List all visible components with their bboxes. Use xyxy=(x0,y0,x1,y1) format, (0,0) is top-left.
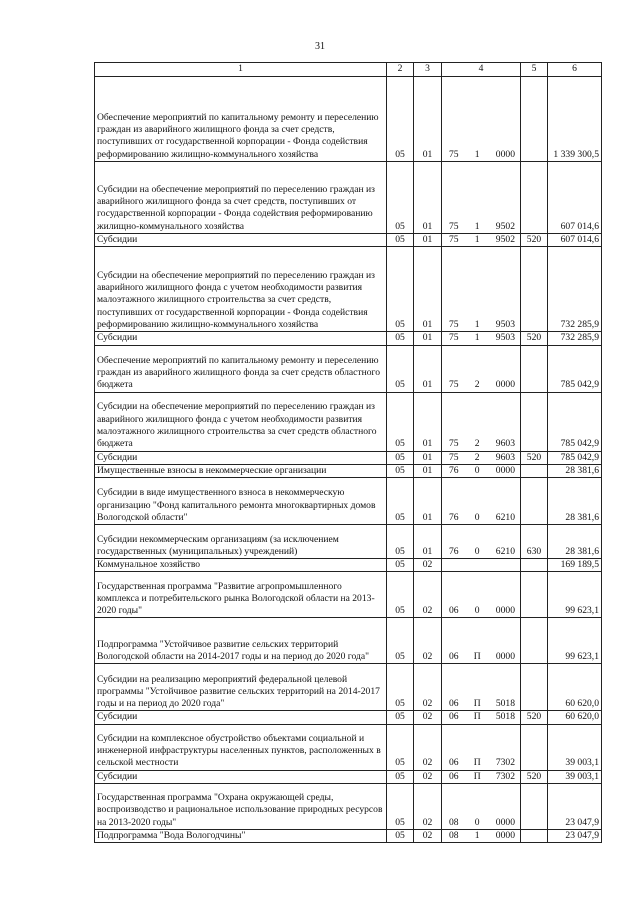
table-row xyxy=(95,162,602,234)
row-section: 05 xyxy=(387,392,414,451)
row-section: 05 xyxy=(387,525,414,559)
row-section: 05 xyxy=(387,77,414,162)
target-code-direction: 9503 xyxy=(495,319,515,330)
row-amount: 23 047,9 xyxy=(548,830,602,843)
row-amount: 785 042,9 xyxy=(548,345,602,392)
row-amount: 39 003,1 xyxy=(548,724,602,770)
row-section: 05 xyxy=(387,830,414,843)
target-code-program: 75 xyxy=(449,438,459,450)
table-row xyxy=(95,830,602,843)
row-name: Государственная программа "Охрана окружающей среды, воспроизводство и рациональное использование природных ресурсов на 2013-2020 годы" xyxy=(95,784,387,830)
header-col-4: 4 xyxy=(442,63,521,77)
row-subsection: 01 xyxy=(414,451,442,464)
row-target-code xyxy=(442,451,521,464)
row-name: Обеспечение мероприятий по капитальному ремонту и переселению граждан из аварийного жилищного фонда за счет средств областного бюджета xyxy=(95,345,387,392)
row-subsection: 02 xyxy=(414,724,442,770)
target-code-program: 76 xyxy=(449,464,459,476)
row-amount: 39 003,1 xyxy=(548,770,602,783)
row-expense-type xyxy=(521,559,548,572)
row-amount: 28 381,6 xyxy=(548,478,602,525)
row-target-code xyxy=(442,392,521,451)
row-subsection: 01 xyxy=(414,162,442,234)
table-row xyxy=(95,724,602,770)
row-target-code xyxy=(442,478,521,525)
row-expense-type: 520 xyxy=(521,332,548,345)
row-subsection: 01 xyxy=(414,464,442,477)
row-subsection: 02 xyxy=(414,770,442,783)
row-section: 05 xyxy=(387,234,414,247)
row-name: Субсидии xyxy=(95,711,387,724)
row-subsection: 01 xyxy=(414,345,442,392)
row-target-code xyxy=(442,332,521,345)
row-expense-type xyxy=(521,784,548,830)
table-body xyxy=(95,77,602,843)
row-section: 05 xyxy=(387,664,414,711)
row-subsection: 01 xyxy=(414,332,442,345)
row-name: Субсидии на обеспечение мероприятий по переселению граждан из аварийного жилищного фонда с учетом необходимости развития малоэтажного жилищного строительства за счет средств, поступивших от государственной корпорации - Фонда содействия реформированию жилищно-коммунального хозяйства xyxy=(95,247,387,332)
target-code-subprogram: 0 xyxy=(474,605,480,617)
row-name: Государственная программа "Развитие агропромышленного комплекса и потребительского рынка Вологодской области на 2013-2020 годы" xyxy=(95,572,387,618)
row-amount: 785 042,9 xyxy=(548,392,602,451)
header-col-6: 6 xyxy=(548,63,602,77)
row-amount: 28 381,6 xyxy=(548,464,602,477)
row-target-code xyxy=(442,784,521,830)
row-target-code xyxy=(442,711,521,724)
row-section: 05 xyxy=(387,247,414,332)
target-code-subprogram: 1 xyxy=(474,234,480,245)
header-col-1: 1 xyxy=(95,63,387,77)
target-code-direction: 9603 xyxy=(495,438,515,450)
row-target-code xyxy=(442,724,521,770)
row-name: Субсидии на обеспечение мероприятий по переселению граждан из аварийного жилищного фонда за счет средств, поступивших от государственной корпорации - Фонда содействия реформированию жилищно-коммунального хозяйства xyxy=(95,162,387,234)
row-name: Субсидии на комплексное обустройство объектами социальной и инженерной инфраструктуры населенных пунктов, расположенных в сельской местности xyxy=(95,724,387,770)
row-section: 05 xyxy=(387,332,414,345)
target-code-direction: 7302 xyxy=(495,770,515,782)
target-code-program: 08 xyxy=(449,830,459,842)
row-name: Имущественные взносы в некоммерческие организации xyxy=(95,464,387,477)
target-code-subprogram: 1 xyxy=(474,830,480,842)
row-expense-type xyxy=(521,618,548,664)
target-code-program: 76 xyxy=(449,511,459,523)
target-code-direction: 6210 xyxy=(495,511,515,523)
target-code-program: 76 xyxy=(449,545,459,557)
target-code-program: 06 xyxy=(449,698,459,710)
table-row xyxy=(95,711,602,724)
row-subsection: 01 xyxy=(414,234,442,247)
row-amount: 99 623,1 xyxy=(548,572,602,618)
row-target-code xyxy=(442,830,521,843)
row-amount: 28 381,6 xyxy=(548,525,602,559)
row-expense-type xyxy=(521,392,548,451)
target-code-direction: 9503 xyxy=(495,332,515,344)
target-code-direction: 9502 xyxy=(495,234,515,245)
table-row xyxy=(95,234,602,247)
table-row xyxy=(95,392,602,451)
target-code-direction: 7302 xyxy=(495,757,515,769)
header-col-3: 3 xyxy=(414,63,442,77)
table-row xyxy=(95,478,602,525)
table-row xyxy=(95,770,602,783)
row-target-code xyxy=(442,664,521,711)
target-code-program: 75 xyxy=(449,319,459,330)
target-code-subprogram: 1 xyxy=(474,319,480,330)
header-col-2: 2 xyxy=(387,63,414,77)
row-amount: 785 042,9 xyxy=(548,451,602,464)
row-name: Субсидии xyxy=(95,451,387,464)
table-row xyxy=(95,618,602,664)
target-code-direction: 5018 xyxy=(495,711,515,723)
row-subsection: 01 xyxy=(414,77,442,162)
row-subsection: 01 xyxy=(414,247,442,332)
target-code-subprogram: 2 xyxy=(474,451,480,463)
target-code-direction: 9603 xyxy=(495,451,515,463)
row-subsection: 01 xyxy=(414,478,442,525)
row-name: Субсидии некоммерческим организациям (за исключением государственных (муниципальных) учреждений) xyxy=(95,525,387,559)
target-code-program: 06 xyxy=(449,711,459,723)
target-code-subprogram: П xyxy=(473,651,481,663)
row-target-code xyxy=(442,345,521,392)
row-expense-type xyxy=(521,478,548,525)
row-section: 05 xyxy=(387,711,414,724)
target-code-subprogram: 2 xyxy=(474,438,480,450)
table-row xyxy=(95,664,602,711)
row-subsection: 02 xyxy=(414,784,442,830)
row-target-code xyxy=(442,618,521,664)
row-subsection: 02 xyxy=(414,618,442,664)
row-section: 05 xyxy=(387,464,414,477)
row-amount: 607 014,6 xyxy=(548,162,602,234)
target-code-program: 06 xyxy=(449,605,459,617)
row-amount: 23 047,9 xyxy=(548,784,602,830)
row-target-code xyxy=(442,572,521,618)
table-row xyxy=(95,451,602,464)
target-code-direction: 0000 xyxy=(495,605,515,617)
row-name: Субсидии xyxy=(95,234,387,247)
row-amount: 169 189,5 xyxy=(548,559,602,572)
row-subsection: 02 xyxy=(414,711,442,724)
table-row xyxy=(95,464,602,477)
row-amount: 732 285,9 xyxy=(548,332,602,345)
target-code-program: 06 xyxy=(449,770,459,782)
target-code-subprogram: 1 xyxy=(474,220,480,232)
target-code-program: 75 xyxy=(449,451,459,463)
header-col-5: 5 xyxy=(521,63,548,77)
row-name: Субсидии на реализацию мероприятий федеральной целевой программы "Устойчивое развитие сельских территорий на 2014-2017 годы и на период до 2020 года" xyxy=(95,664,387,711)
row-section: 05 xyxy=(387,451,414,464)
row-section: 05 xyxy=(387,345,414,392)
target-code-direction: 0000 xyxy=(495,816,515,828)
row-name: Субсидии на обеспечение мероприятий по переселению граждан из аварийного жилищного фонда с учетом необходимости развития малоэтажного жилищного строительства за счет средств областного бюджета xyxy=(95,392,387,451)
row-amount: 732 285,9 xyxy=(548,247,602,332)
row-amount: 99 623,1 xyxy=(548,618,602,664)
row-subsection: 02 xyxy=(414,830,442,843)
target-code-program: 75 xyxy=(449,332,459,344)
target-code-subprogram: 1 xyxy=(474,332,480,344)
row-expense-type: 520 xyxy=(521,451,548,464)
row-name: Коммунальное хозяйство xyxy=(95,559,387,572)
row-name: Субсидии xyxy=(95,332,387,345)
target-code-subprogram: 0 xyxy=(474,545,480,557)
row-section: 05 xyxy=(387,559,414,572)
target-code-direction: 0000 xyxy=(495,830,515,842)
row-amount: 60 620,0 xyxy=(548,664,602,711)
row-expense-type: 520 xyxy=(521,770,548,783)
target-code-direction: 6210 xyxy=(495,545,515,557)
table-row xyxy=(95,525,602,559)
row-target-code xyxy=(442,525,521,559)
row-target-code xyxy=(442,247,521,332)
target-code-direction: 0000 xyxy=(495,148,515,160)
row-amount: 60 620,0 xyxy=(548,711,602,724)
row-amount: 607 014,6 xyxy=(548,234,602,247)
page-number: 31 xyxy=(315,41,325,52)
target-code-direction: 0000 xyxy=(495,651,515,663)
row-subsection: 01 xyxy=(414,392,442,451)
table-row xyxy=(95,559,602,572)
target-code-subprogram: П xyxy=(473,698,481,710)
target-code-subprogram: 0 xyxy=(474,816,480,828)
row-expense-type xyxy=(521,464,548,477)
row-expense-type xyxy=(521,830,548,843)
row-name: Подпрограмма "Устойчивое развитие сельских территорий Вологодской области на 2014-2017 годы и на период до 2020 года" xyxy=(95,618,387,664)
target-code-program: 06 xyxy=(449,651,459,663)
row-expense-type xyxy=(521,162,548,234)
row-section: 05 xyxy=(387,784,414,830)
row-subsection: 02 xyxy=(414,559,442,572)
row-name: Субсидии xyxy=(95,770,387,783)
target-code-direction: 0000 xyxy=(495,379,515,391)
row-expense-type xyxy=(521,664,548,711)
row-expense-type: 630 xyxy=(521,525,548,559)
row-name: Подпрограмма "Вода Вологодчины" xyxy=(95,830,387,843)
target-code-subprogram: 2 xyxy=(474,379,480,391)
target-code-subprogram: П xyxy=(473,770,481,782)
row-expense-type: 520 xyxy=(521,234,548,247)
row-section: 05 xyxy=(387,162,414,234)
row-name: Обеспечение мероприятий по капитальному ремонту и переселению граждан из аварийного жилищного фонда за счет средств, поступивших от государственной корпорации - Фонда содействия реформированию жилищно-коммунального хозяйства xyxy=(95,77,387,162)
target-code-program: 06 xyxy=(449,757,459,769)
row-subsection: 02 xyxy=(414,664,442,711)
row-subsection: 02 xyxy=(414,572,442,618)
table-row xyxy=(95,332,602,345)
row-expense-type xyxy=(521,724,548,770)
target-code-subprogram: 0 xyxy=(474,464,480,476)
target-code-direction: 0000 xyxy=(495,464,515,476)
row-section: 05 xyxy=(387,618,414,664)
row-target-code xyxy=(442,77,521,162)
header-row xyxy=(95,63,602,77)
target-code-program: 08 xyxy=(449,816,459,828)
table-row xyxy=(95,784,602,830)
row-expense-type xyxy=(521,77,548,162)
target-code-subprogram: П xyxy=(473,711,481,723)
row-section: 05 xyxy=(387,770,414,783)
target-code-program: 75 xyxy=(449,148,459,160)
row-target-code xyxy=(442,464,521,477)
row-subsection: 01 xyxy=(414,525,442,559)
target-code-direction: 5018 xyxy=(495,698,515,710)
table-row xyxy=(95,345,602,392)
row-expense-type xyxy=(521,572,548,618)
row-target-code xyxy=(442,162,521,234)
table-row xyxy=(95,572,602,618)
row-expense-type xyxy=(521,247,548,332)
row-section: 05 xyxy=(387,478,414,525)
target-code-program: 75 xyxy=(449,220,459,232)
row-expense-type: 520 xyxy=(521,711,548,724)
budget-table xyxy=(94,62,602,843)
row-section: 05 xyxy=(387,724,414,770)
table-row xyxy=(95,247,602,332)
row-target-code xyxy=(442,234,521,247)
table-row xyxy=(95,77,602,162)
target-code-subprogram: П xyxy=(473,757,481,769)
row-name: Субсидии в виде имущественного взноса в некоммерческую организацию "Фонд капитального ремонта многоквартирных домов Вологодской области" xyxy=(95,478,387,525)
row-target-code xyxy=(442,559,521,572)
row-amount: 1 339 300,5 xyxy=(548,77,602,162)
target-code-subprogram: 0 xyxy=(474,511,480,523)
row-target-code xyxy=(442,770,521,783)
target-code-program: 75 xyxy=(449,379,459,391)
target-code-subprogram: 1 xyxy=(474,148,480,160)
row-expense-type xyxy=(521,345,548,392)
target-code-direction: 9502 xyxy=(495,220,515,232)
target-code-program: 75 xyxy=(449,234,459,245)
row-section: 05 xyxy=(387,572,414,618)
